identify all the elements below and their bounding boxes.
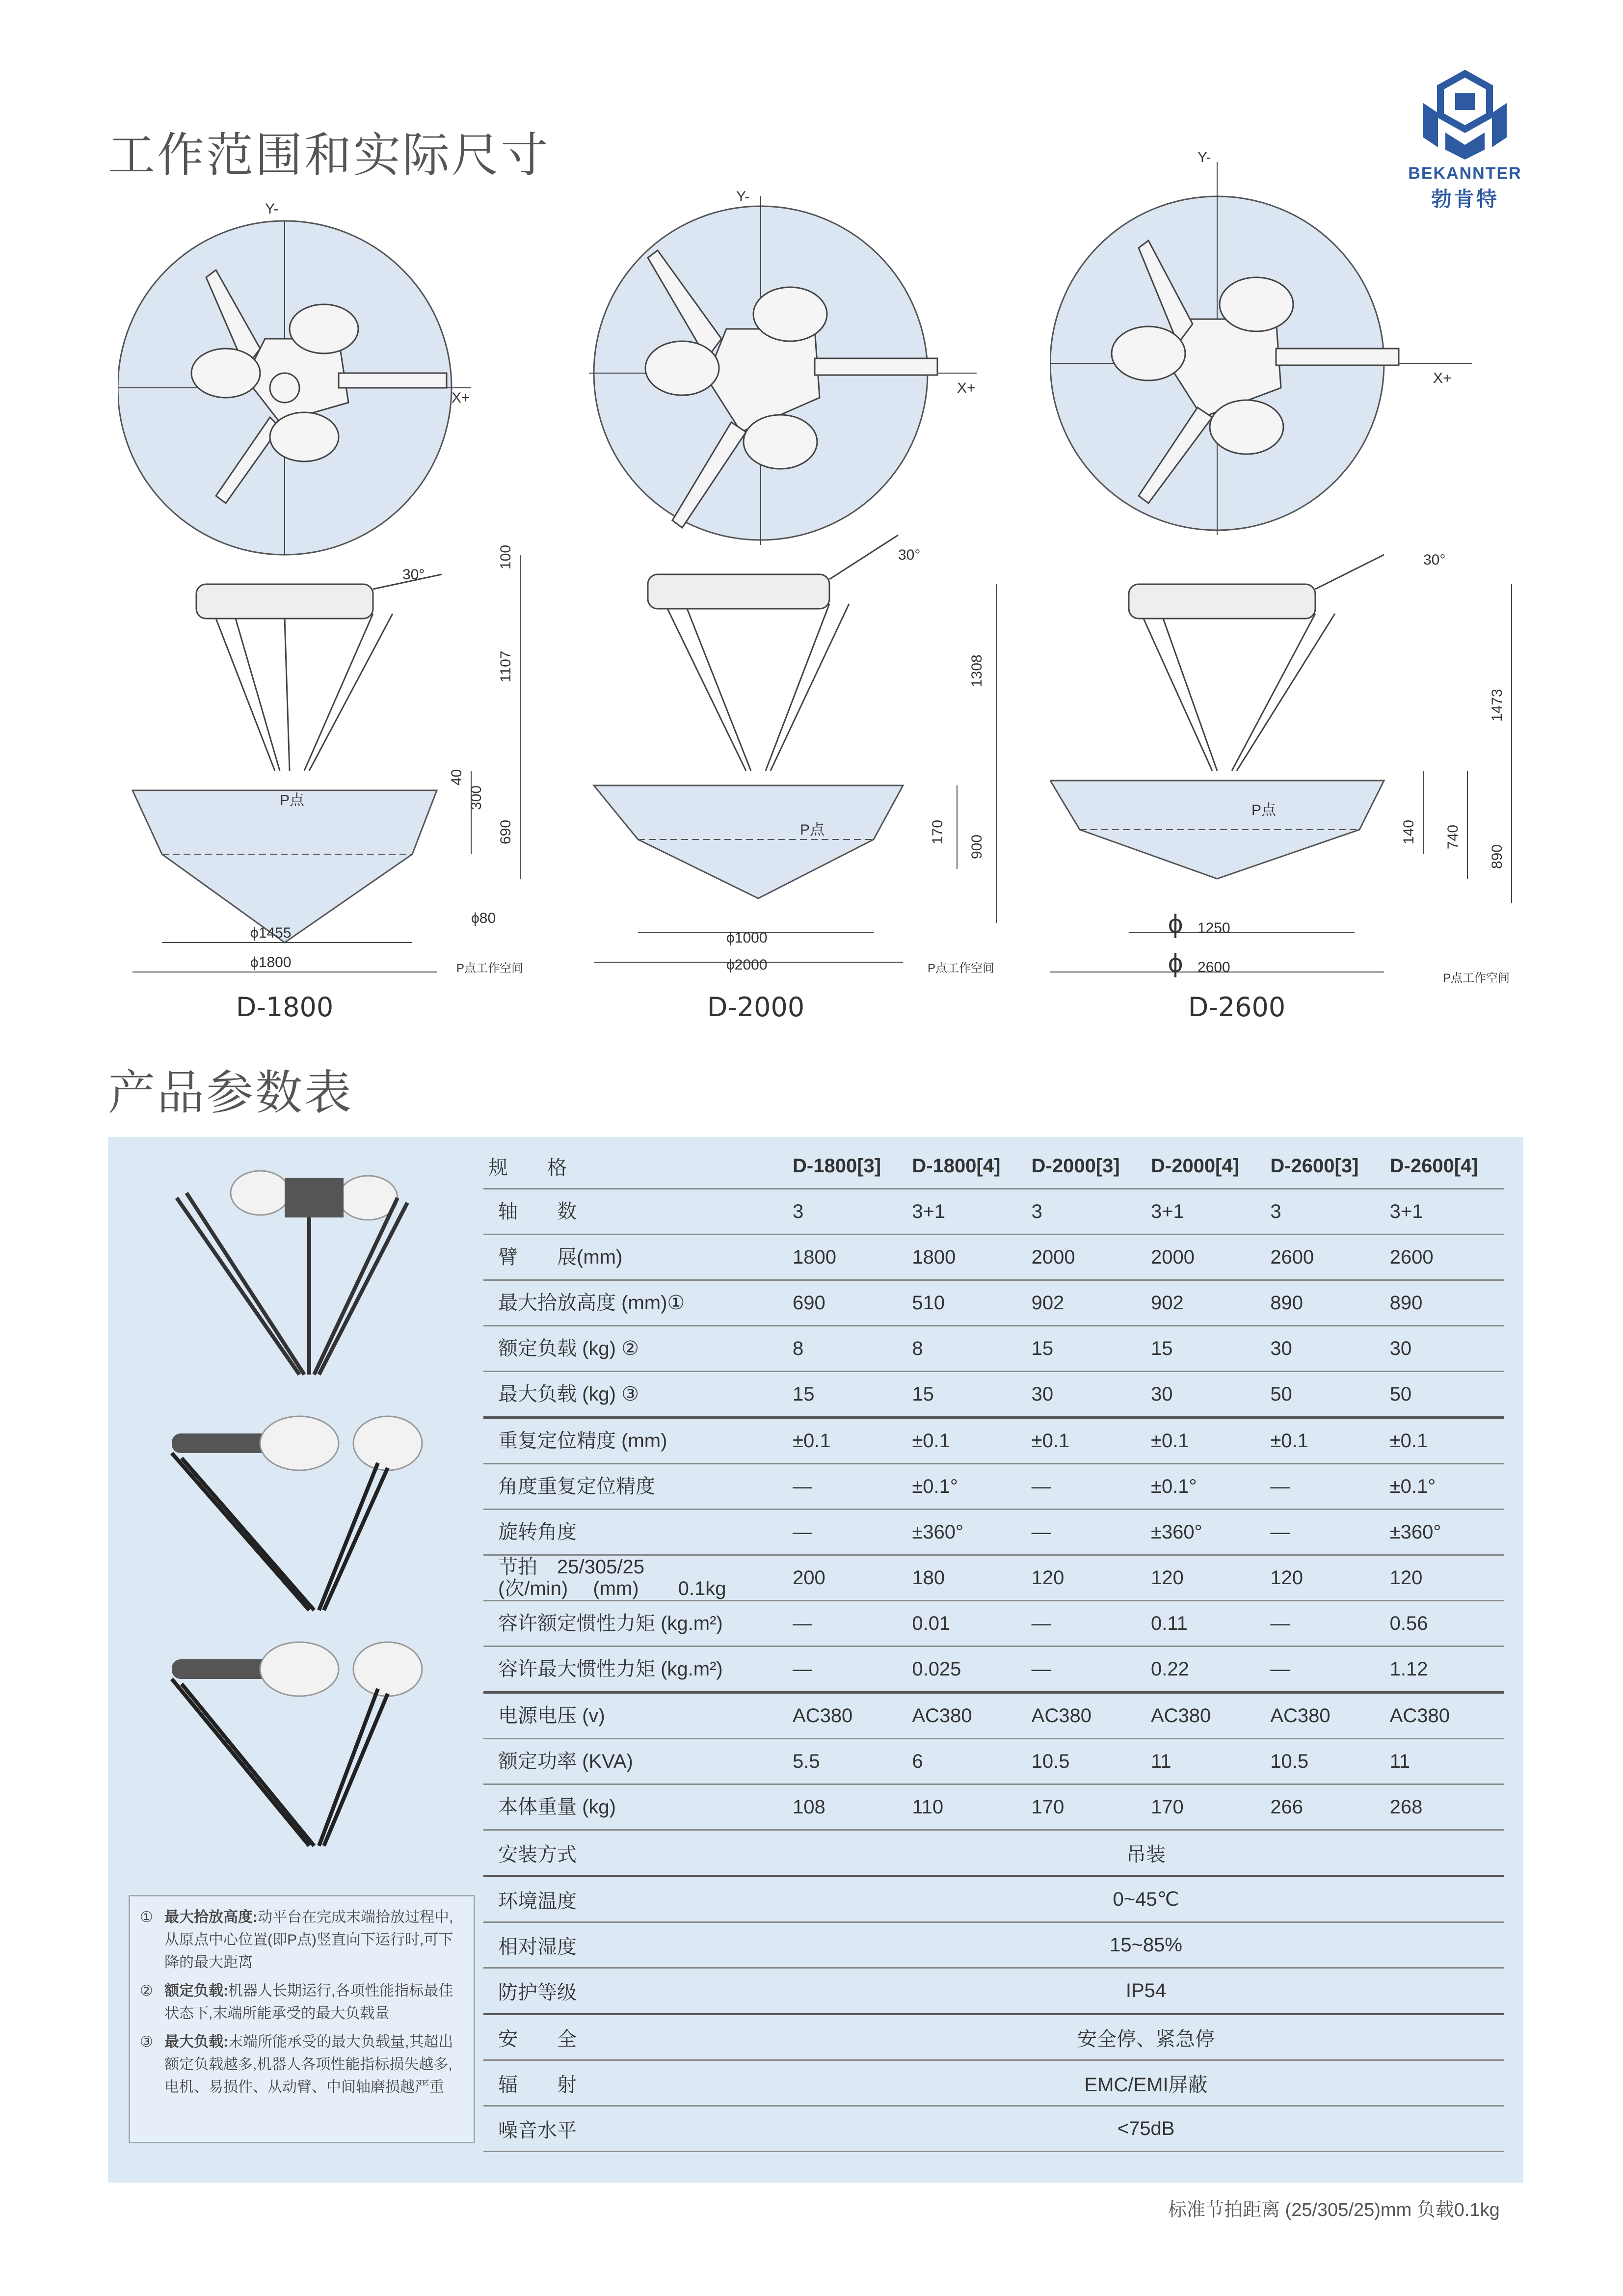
dim-dia-2: ϕ2000 [726, 957, 768, 973]
row-value: ±0.1 [1385, 1418, 1504, 1464]
dim-dia-2: ϕ1800 [250, 954, 292, 971]
row-value: 15 [1146, 1326, 1265, 1372]
logo-name-cn: 勃肯特 [1431, 188, 1499, 211]
row-value: 902 [1146, 1280, 1265, 1326]
row-value: 10.5 [1027, 1739, 1146, 1784]
table-row [483, 2014, 1504, 2060]
row-value: — [1027, 1464, 1146, 1510]
row-name: 最大负载 (kg) ③ [483, 1372, 788, 1418]
table-row [483, 1555, 1504, 1601]
row-value: AC380 [1385, 1693, 1504, 1739]
row-name: 本体重量 (kg) [483, 1784, 788, 1830]
note-item [140, 1980, 464, 2025]
row-value: 3+1 [1146, 1189, 1265, 1235]
row-value: 50 [1385, 1372, 1504, 1418]
row-value: 11 [1385, 1739, 1504, 1784]
table-row [483, 2060, 1504, 2106]
table-row [483, 1464, 1504, 1510]
row-name: 相对湿度 [483, 1922, 788, 1968]
table-row [483, 1968, 1504, 2014]
row-value: 3+1 [1385, 1189, 1504, 1235]
row-name: 重复定位精度 (mm) [483, 1418, 788, 1464]
row-value: AC380 [1146, 1693, 1265, 1739]
row-value: 15 [788, 1372, 907, 1418]
row-value: 15~85% [788, 1922, 1504, 1968]
axis-y-label: Y- [736, 189, 750, 205]
note-title: 最大负载: [164, 2034, 228, 2050]
row-value: 3+1 [907, 1189, 1026, 1235]
footer-note: 标准节拍距离 (25/305/25)mm 负载0.1kg [1168, 2200, 1500, 2220]
header-col-6: D-2600[4] [1385, 1144, 1504, 1189]
row-value: — [1265, 1601, 1384, 1647]
row-value: 510 [907, 1280, 1026, 1326]
drawing-d2600 [1050, 142, 1541, 1006]
row-value: 8 [788, 1326, 907, 1372]
table-row [483, 2106, 1504, 2152]
header-col-3: D-2000[3] [1027, 1144, 1146, 1189]
space-label: P点工作空间 [456, 962, 524, 975]
row-value: 1800 [788, 1235, 907, 1280]
row-value: 690 [788, 1280, 907, 1326]
row-value: 0.01 [907, 1601, 1026, 1647]
axis-x-label: X+ [452, 390, 470, 406]
row-value: — [1027, 1510, 1146, 1555]
dim-dia-1: 1250 [1197, 920, 1230, 936]
dim-dia-1: ϕ1000 [726, 930, 768, 946]
row-value: 120 [1027, 1555, 1146, 1601]
axis-x-label: X+ [1433, 370, 1452, 386]
space-label: P点工作空间 [1443, 972, 1510, 985]
row-value: 2600 [1265, 1235, 1384, 1280]
row-value: — [1265, 1464, 1384, 1510]
dim-height-2: 1107 [498, 650, 514, 682]
dim-height-3: 40 [449, 769, 465, 785]
dim-height-1: 1308 [969, 654, 985, 687]
table-row [483, 1372, 1504, 1418]
row-value: 890 [1265, 1280, 1384, 1326]
row-value: 170 [1027, 1784, 1146, 1830]
note-number: ② [140, 1983, 153, 1999]
dim-height-4: 890 [1489, 844, 1505, 869]
row-value: 3 [1265, 1189, 1384, 1235]
section-title-range: 工作范围和实际尺寸 [108, 128, 550, 183]
row-value: 0.22 [1146, 1647, 1265, 1693]
row-value: — [788, 1510, 907, 1555]
point-label: P点 [800, 822, 825, 838]
header-col-5: D-2600[3] [1265, 1144, 1384, 1189]
model-label-d2000: D-2000 [707, 992, 805, 1023]
header-col-4: D-2000[4] [1146, 1144, 1265, 1189]
row-value: 1.12 [1385, 1647, 1504, 1693]
table-row [483, 1326, 1504, 1372]
row-value: — [1265, 1510, 1384, 1555]
row-value: — [1027, 1601, 1146, 1647]
row-value: 安全停、紧急停 [788, 2014, 1504, 2060]
row-value: 902 [1027, 1280, 1146, 1326]
row-value: 30 [1146, 1372, 1265, 1418]
row-name: 辐 射 [483, 2060, 788, 2106]
row-value: ±0.1 [1265, 1418, 1384, 1464]
row-value: — [1265, 1647, 1384, 1693]
row-value: 30 [1265, 1326, 1384, 1372]
row-name: 额定负载 (kg) ② [483, 1326, 788, 1372]
robot-image-2 [162, 1414, 437, 1625]
row-name: 角度重复定位精度 [483, 1464, 788, 1510]
row-value: ±0.1 [1146, 1418, 1265, 1464]
row-value: EMC/EMI屏蔽 [788, 2060, 1504, 2106]
row-value: AC380 [1265, 1693, 1384, 1739]
note-number: ③ [140, 2034, 153, 2050]
spec-table [483, 1144, 1504, 2152]
row-value: 200 [788, 1555, 907, 1601]
axis-y-label: Y- [1197, 149, 1211, 165]
note-number: ① [140, 1909, 153, 1925]
row-value: 吊装 [788, 1830, 1504, 1876]
row-name: 噪音水平 [483, 2106, 788, 2152]
row-value: — [788, 1601, 907, 1647]
row-value: 10.5 [1265, 1739, 1384, 1784]
table-row [483, 1693, 1504, 1739]
row-value: 0.56 [1385, 1601, 1504, 1647]
row-name: 安 全 [483, 2014, 788, 2060]
drawing-d1800 [118, 191, 559, 1006]
row-value: 3 [1027, 1189, 1146, 1235]
point-label: P点 [1251, 802, 1277, 818]
section-title-params: 产品参数表 [108, 1065, 353, 1120]
row-value: 120 [1385, 1555, 1504, 1601]
row-value: 0~45℃ [788, 1876, 1504, 1922]
table-row [483, 1739, 1504, 1784]
model-label-d2600: D-2600 [1188, 992, 1286, 1023]
robot-image-3 [162, 1640, 437, 1861]
row-value: 15 [907, 1372, 1026, 1418]
row-value: 15 [1027, 1326, 1146, 1372]
note-text: 末端所能承受的最大负载量,其超出额定负载越多,机器人各项性能指标损失越多,电机、易损件、从动臂、中间轴磨损越严重 [164, 2034, 453, 2095]
row-value: 30 [1027, 1372, 1146, 1418]
row-value: ±360° [1385, 1510, 1504, 1555]
row-value: 11 [1146, 1739, 1265, 1784]
row-value: 2000 [1146, 1235, 1265, 1280]
row-value: ±0.1 [1027, 1418, 1146, 1464]
dim-height-3: 900 [969, 834, 985, 859]
row-name: 电源电压 (v) [483, 1693, 788, 1739]
dim-height-3: 740 [1445, 824, 1461, 849]
row-value: 8 [907, 1326, 1026, 1372]
dim-height-4: 300 [468, 785, 484, 810]
row-value: 50 [1265, 1372, 1384, 1418]
row-name: 轴 数 [483, 1189, 788, 1235]
row-value: 0.025 [907, 1647, 1026, 1693]
row-name: 容许额定惯性力矩 (kg.m²) [483, 1601, 788, 1647]
note-text: 动平台在完成末端拾放过程中,从原点中心位置(即P点)竖直向下运行时,可下降的最大距离 [164, 1909, 453, 1971]
table-row [483, 1280, 1504, 1326]
row-name: 节拍 25/305/25 (次/min) (mm) 0.1kg [483, 1555, 788, 1601]
drawing-d2000 [584, 187, 1045, 1001]
row-value: 6 [907, 1739, 1026, 1784]
dim-height-2: 140 [1401, 819, 1417, 844]
row-value: — [788, 1647, 907, 1693]
row-value: ±0.1 [907, 1418, 1026, 1464]
header-col-2: D-1800[4] [907, 1144, 1026, 1189]
dia-symbol-1: ϕ [1168, 909, 1183, 939]
table-row [483, 1830, 1504, 1876]
row-name: 安装方式 [483, 1830, 788, 1876]
table-row [483, 1189, 1504, 1235]
dim-height-1: 1473 [1489, 689, 1505, 722]
table-row [483, 1510, 1504, 1555]
note-item [140, 1906, 464, 1974]
point-label: P点 [280, 792, 305, 809]
row-value: 890 [1385, 1280, 1504, 1326]
table-row [483, 1418, 1504, 1464]
row-name: 臂 展(mm) [483, 1235, 788, 1280]
dim-angle: 30° [898, 547, 921, 563]
row-value: ±0.1° [1146, 1464, 1265, 1510]
row-value: 266 [1265, 1784, 1384, 1830]
row-value: 1800 [907, 1235, 1026, 1280]
table-row [483, 1647, 1504, 1693]
header-name: 规 格 [483, 1144, 788, 1189]
row-value: ±0.1° [907, 1464, 1026, 1510]
table-row [483, 1922, 1504, 1968]
dim-dia-2: 2600 [1197, 959, 1230, 975]
row-name: 环境温度 [483, 1876, 788, 1922]
note-text: 机器人长期运行,各项性能指标最佳状态下,末端所能承受的最大负载量 [164, 1983, 453, 2022]
dim-dia-3: ϕ80 [471, 910, 496, 926]
notes-box [129, 1895, 475, 2143]
axis-x-label: X+ [957, 380, 976, 396]
row-value: — [1027, 1647, 1146, 1693]
note-item [140, 2031, 464, 2099]
dim-height-1: 100 [498, 544, 514, 569]
row-value: 180 [907, 1555, 1026, 1601]
dim-height-5: 690 [498, 819, 514, 844]
dim-dia-1: ϕ1455 [250, 925, 292, 941]
row-name: 防护等级 [483, 1968, 788, 2014]
row-value: ±360° [1146, 1510, 1265, 1555]
row-value: 30 [1385, 1326, 1504, 1372]
row-value: 3 [788, 1189, 907, 1235]
row-value: ±0.1 [788, 1418, 907, 1464]
row-value: 0.11 [1146, 1601, 1265, 1647]
row-value: AC380 [1027, 1693, 1146, 1739]
row-value: 120 [1146, 1555, 1265, 1601]
row-value: <75dB [788, 2106, 1504, 2152]
row-name: 旋转角度 [483, 1510, 788, 1555]
table-header-row [483, 1144, 1504, 1189]
row-value: 2600 [1385, 1235, 1504, 1280]
header-col-1: D-1800[3] [788, 1144, 907, 1189]
row-value: AC380 [788, 1693, 907, 1739]
row-value: — [788, 1464, 907, 1510]
row-value: 268 [1385, 1784, 1504, 1830]
row-value: IP54 [788, 1968, 1504, 2014]
row-name: 容许最大惯性力矩 (kg.m²) [483, 1647, 788, 1693]
dim-angle: 30° [402, 567, 425, 583]
row-value: 5.5 [788, 1739, 907, 1784]
row-value: 120 [1265, 1555, 1384, 1601]
space-label: P点工作空间 [928, 962, 995, 975]
table-row [483, 1235, 1504, 1280]
axis-y-label: Y- [265, 201, 279, 217]
row-value: 110 [907, 1784, 1026, 1830]
table-row [483, 1784, 1504, 1830]
row-value: 2000 [1027, 1235, 1146, 1280]
dim-angle: 30° [1423, 552, 1446, 568]
table-row [483, 1601, 1504, 1647]
row-value: ±0.1° [1385, 1464, 1504, 1510]
model-label-d1800: D-1800 [236, 992, 334, 1023]
row-name: 额定功率 (KVA) [483, 1739, 788, 1784]
row-value: ±360° [907, 1510, 1026, 1555]
robot-image-1 [162, 1168, 437, 1389]
dia-symbol-2: ϕ [1168, 948, 1183, 978]
table-row [483, 1876, 1504, 1922]
logo-name-en: BEKANNTER [1408, 164, 1522, 183]
row-value: 108 [788, 1784, 907, 1830]
dim-height-2: 170 [930, 819, 946, 844]
note-title: 最大拾放高度: [164, 1909, 258, 1925]
note-title: 额定负载: [164, 1983, 228, 1999]
row-value: AC380 [907, 1693, 1026, 1739]
row-name: 最大拾放高度 (mm)① [483, 1280, 788, 1326]
row-value: 170 [1146, 1784, 1265, 1830]
